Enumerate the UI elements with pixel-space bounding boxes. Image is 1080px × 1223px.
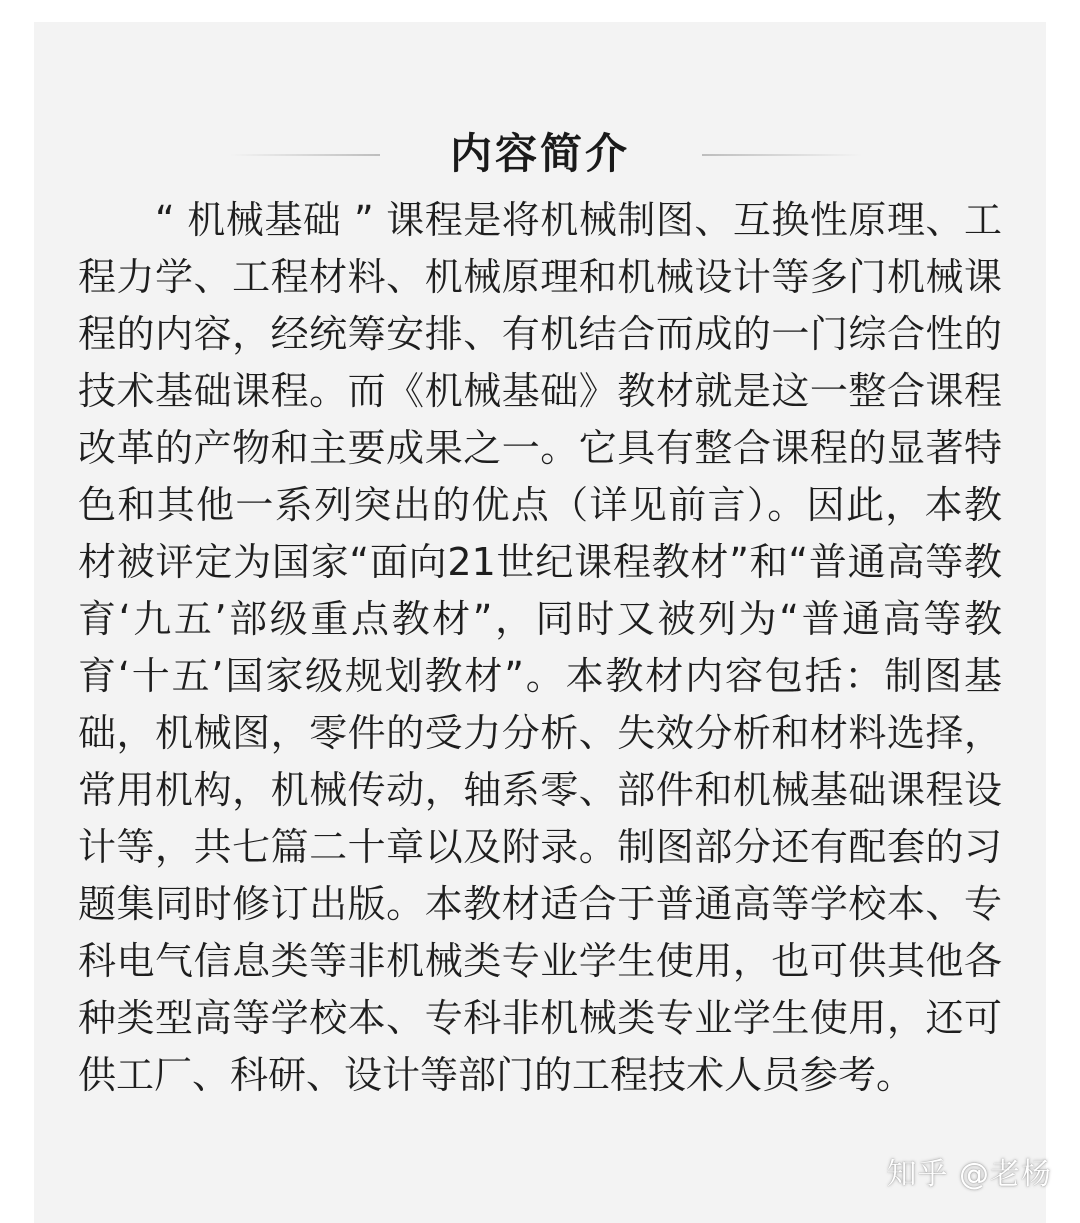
introduction-paragraph: “ 机械基础 ” 课程是将机械制图、互换性原理、工程力学、工程材料、机械原理和机械设计等多门机械课程的内容，经统筹安排、有机结合而成的一门综合性的技术基础课程。而《机械基础》教材就是这一整合课程改革的产物和主要成果之一。它具有整合课程的显著特色和其他一系列突出的优点（详见前言）。因此，本教材被评定为国家“面向21世纪课程教材”和“普通高等教育‘九五’部级重点教材”，同时又被列为“普通高等教育‘十五’国家级规划教材”。本教材内容包括：制图基础，机械图，零件的受力分析、失效分析和材料选择，常用机构，机械传动，轴系零、部件和机械基础课程设计等，共七篇二十章以及附录。制图部分还有配套的习题集同时修订出版。本教材适合于普通高等学校本、专科电气信息类等非机械类专业学生使用，也可供其他各种类型高等学校本、专科非机械类专业学生使用，还可供工厂、科研、设计等部门的工程技术人员参考。: [78, 198, 1002, 1097]
section-header: [34, 120, 1046, 190]
content-card: [34, 22, 1046, 1223]
title-divider-right: [702, 154, 862, 156]
zhihu-watermark: 知乎 @老杨: [886, 1157, 1052, 1192]
section-title: 内容简介: [449, 129, 630, 178]
